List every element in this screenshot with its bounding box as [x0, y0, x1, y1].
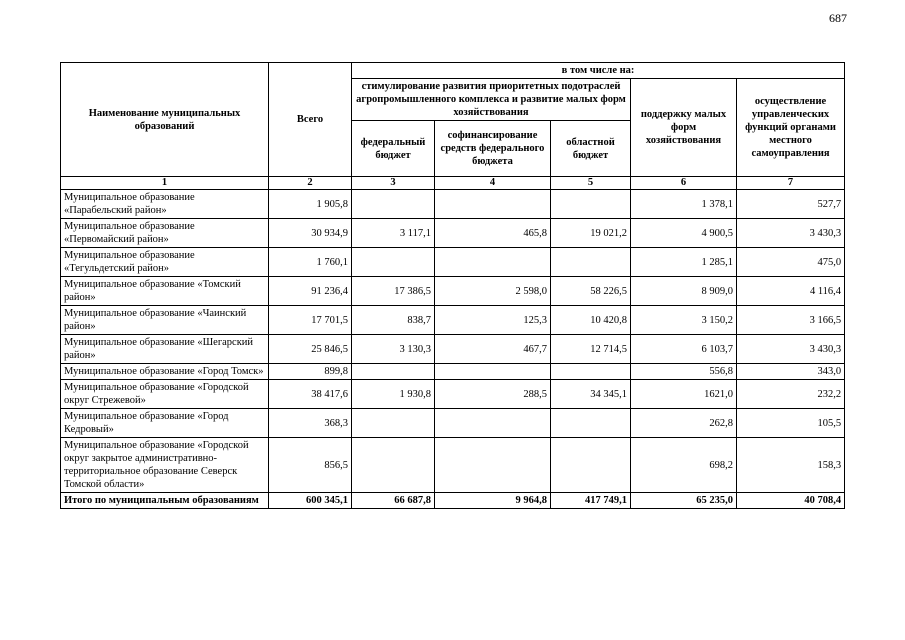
value-cell: 30 934,9: [269, 219, 352, 248]
value-cell: 3 117,1: [352, 219, 435, 248]
table-row: [61, 248, 845, 277]
value-cell: 3 166,5: [737, 306, 845, 335]
value-cell: [551, 364, 631, 380]
value-cell: 838,7: [352, 306, 435, 335]
value-cell: 232,2: [737, 380, 845, 409]
municipality-name: Муниципальное образование «Городской округ Стрежевой»: [61, 380, 269, 409]
total-cell: 40 708,4: [737, 493, 845, 509]
value-cell: 91 236,4: [269, 277, 352, 306]
value-cell: [435, 248, 551, 277]
header-municipality: Наименование муниципальных образований: [61, 63, 269, 177]
budget-table: [60, 62, 845, 509]
value-cell: 899,8: [269, 364, 352, 380]
total-name: Итого по муниципальным образованиям: [61, 493, 269, 509]
value-cell: 4 116,4: [737, 277, 845, 306]
value-cell: 158,3: [737, 438, 845, 493]
value-cell: 1 760,1: [269, 248, 352, 277]
table-row: [61, 306, 845, 335]
value-cell: 4 900,5: [631, 219, 737, 248]
table-row: [61, 190, 845, 219]
value-cell: 343,0: [737, 364, 845, 380]
table-row: [61, 219, 845, 248]
table-row: [61, 380, 845, 409]
header-management: осуществление управленческих функций органами местного самоуправления: [737, 79, 845, 177]
value-cell: [352, 248, 435, 277]
value-cell: 288,5: [435, 380, 551, 409]
value-cell: 3 430,3: [737, 335, 845, 364]
municipality-name: Муниципальное образование «Город Кедровый»: [61, 409, 269, 438]
value-cell: 12 714,5: [551, 335, 631, 364]
municipality-name: Муниципальное образование «Чаинский район»: [61, 306, 269, 335]
table-row: [61, 277, 845, 306]
value-cell: [435, 364, 551, 380]
municipality-name: Муниципальное образование «Тегульдетский район»: [61, 248, 269, 277]
value-cell: [352, 364, 435, 380]
table-row: [61, 364, 845, 380]
value-cell: 3 150,2: [631, 306, 737, 335]
table-row: [61, 438, 845, 493]
value-cell: [352, 438, 435, 493]
value-cell: 38 417,6: [269, 380, 352, 409]
table-row: [61, 335, 845, 364]
value-cell: 1 930,8: [352, 380, 435, 409]
value-cell: 1 285,1: [631, 248, 737, 277]
municipality-name: Муниципальное образование «Шегарский район»: [61, 335, 269, 364]
header-support: поддержку малых форм хозяйствования: [631, 79, 737, 177]
table-header: [61, 63, 845, 190]
column-number: 6: [631, 177, 737, 190]
value-cell: 1 905,8: [269, 190, 352, 219]
value-cell: 3 430,3: [737, 219, 845, 248]
value-cell: [435, 190, 551, 219]
municipality-name: Муниципальное образование «Город Томск»: [61, 364, 269, 380]
value-cell: 527,7: [737, 190, 845, 219]
municipality-name: Муниципальное образование «Первомайский район»: [61, 219, 269, 248]
value-cell: 3 130,3: [352, 335, 435, 364]
value-cell: 475,0: [737, 248, 845, 277]
total-cell: 9 964,8: [435, 493, 551, 509]
value-cell: 262,8: [631, 409, 737, 438]
column-numbers-row: [61, 177, 845, 190]
total-cell: 600 345,1: [269, 493, 352, 509]
value-cell: 856,5: [269, 438, 352, 493]
table-body: [61, 190, 845, 493]
value-cell: [352, 190, 435, 219]
column-number: 2: [269, 177, 352, 190]
value-cell: 34 345,1: [551, 380, 631, 409]
municipality-name: Муниципальное образование «Городской округ закрытое административно-территориальное образование Северск Томской области»: [61, 438, 269, 493]
table-footer: [61, 493, 845, 509]
value-cell: 698,2: [631, 438, 737, 493]
value-cell: 19 021,2: [551, 219, 631, 248]
page-number: 687: [829, 11, 847, 25]
column-number: 5: [551, 177, 631, 190]
value-cell: 465,8: [435, 219, 551, 248]
header-federal: федеральный бюджет: [352, 121, 435, 177]
header-cofinancing: софинансирование средств федерального бюджета: [435, 121, 551, 177]
column-number: 1: [61, 177, 269, 190]
value-cell: 1 378,1: [631, 190, 737, 219]
value-cell: 556,8: [631, 364, 737, 380]
value-cell: 8 909,0: [631, 277, 737, 306]
value-cell: 58 226,5: [551, 277, 631, 306]
value-cell: 17 386,5: [352, 277, 435, 306]
header-regional: областной бюджет: [551, 121, 631, 177]
column-number: 3: [352, 177, 435, 190]
table-row: [61, 409, 845, 438]
value-cell: [352, 409, 435, 438]
total-row: [61, 493, 845, 509]
value-cell: 125,3: [435, 306, 551, 335]
value-cell: [551, 409, 631, 438]
total-cell: 65 235,0: [631, 493, 737, 509]
value-cell: 105,5: [737, 409, 845, 438]
total-cell: 417 749,1: [551, 493, 631, 509]
value-cell: [551, 248, 631, 277]
value-cell: 17 701,5: [269, 306, 352, 335]
value-cell: 1621,0: [631, 380, 737, 409]
value-cell: 2 598,0: [435, 277, 551, 306]
column-number: 4: [435, 177, 551, 190]
value-cell: [435, 409, 551, 438]
header-total: Всего: [269, 63, 352, 177]
value-cell: [551, 438, 631, 493]
total-cell: 66 687,8: [352, 493, 435, 509]
value-cell: [551, 190, 631, 219]
value-cell: 368,3: [269, 409, 352, 438]
value-cell: 10 420,8: [551, 306, 631, 335]
column-number: 7: [737, 177, 845, 190]
header-stimulation: стимулирование развития приоритетных подотраслей агропромышленного комплекса и развитие малых форм хозяйствования: [352, 79, 631, 121]
value-cell: 6 103,7: [631, 335, 737, 364]
municipality-name: Муниципальное образование «Парабельский район»: [61, 190, 269, 219]
value-cell: [435, 438, 551, 493]
municipality-name: Муниципальное образование «Томский район»: [61, 277, 269, 306]
header-including: в том числе на:: [352, 63, 845, 79]
value-cell: 467,7: [435, 335, 551, 364]
value-cell: 25 846,5: [269, 335, 352, 364]
